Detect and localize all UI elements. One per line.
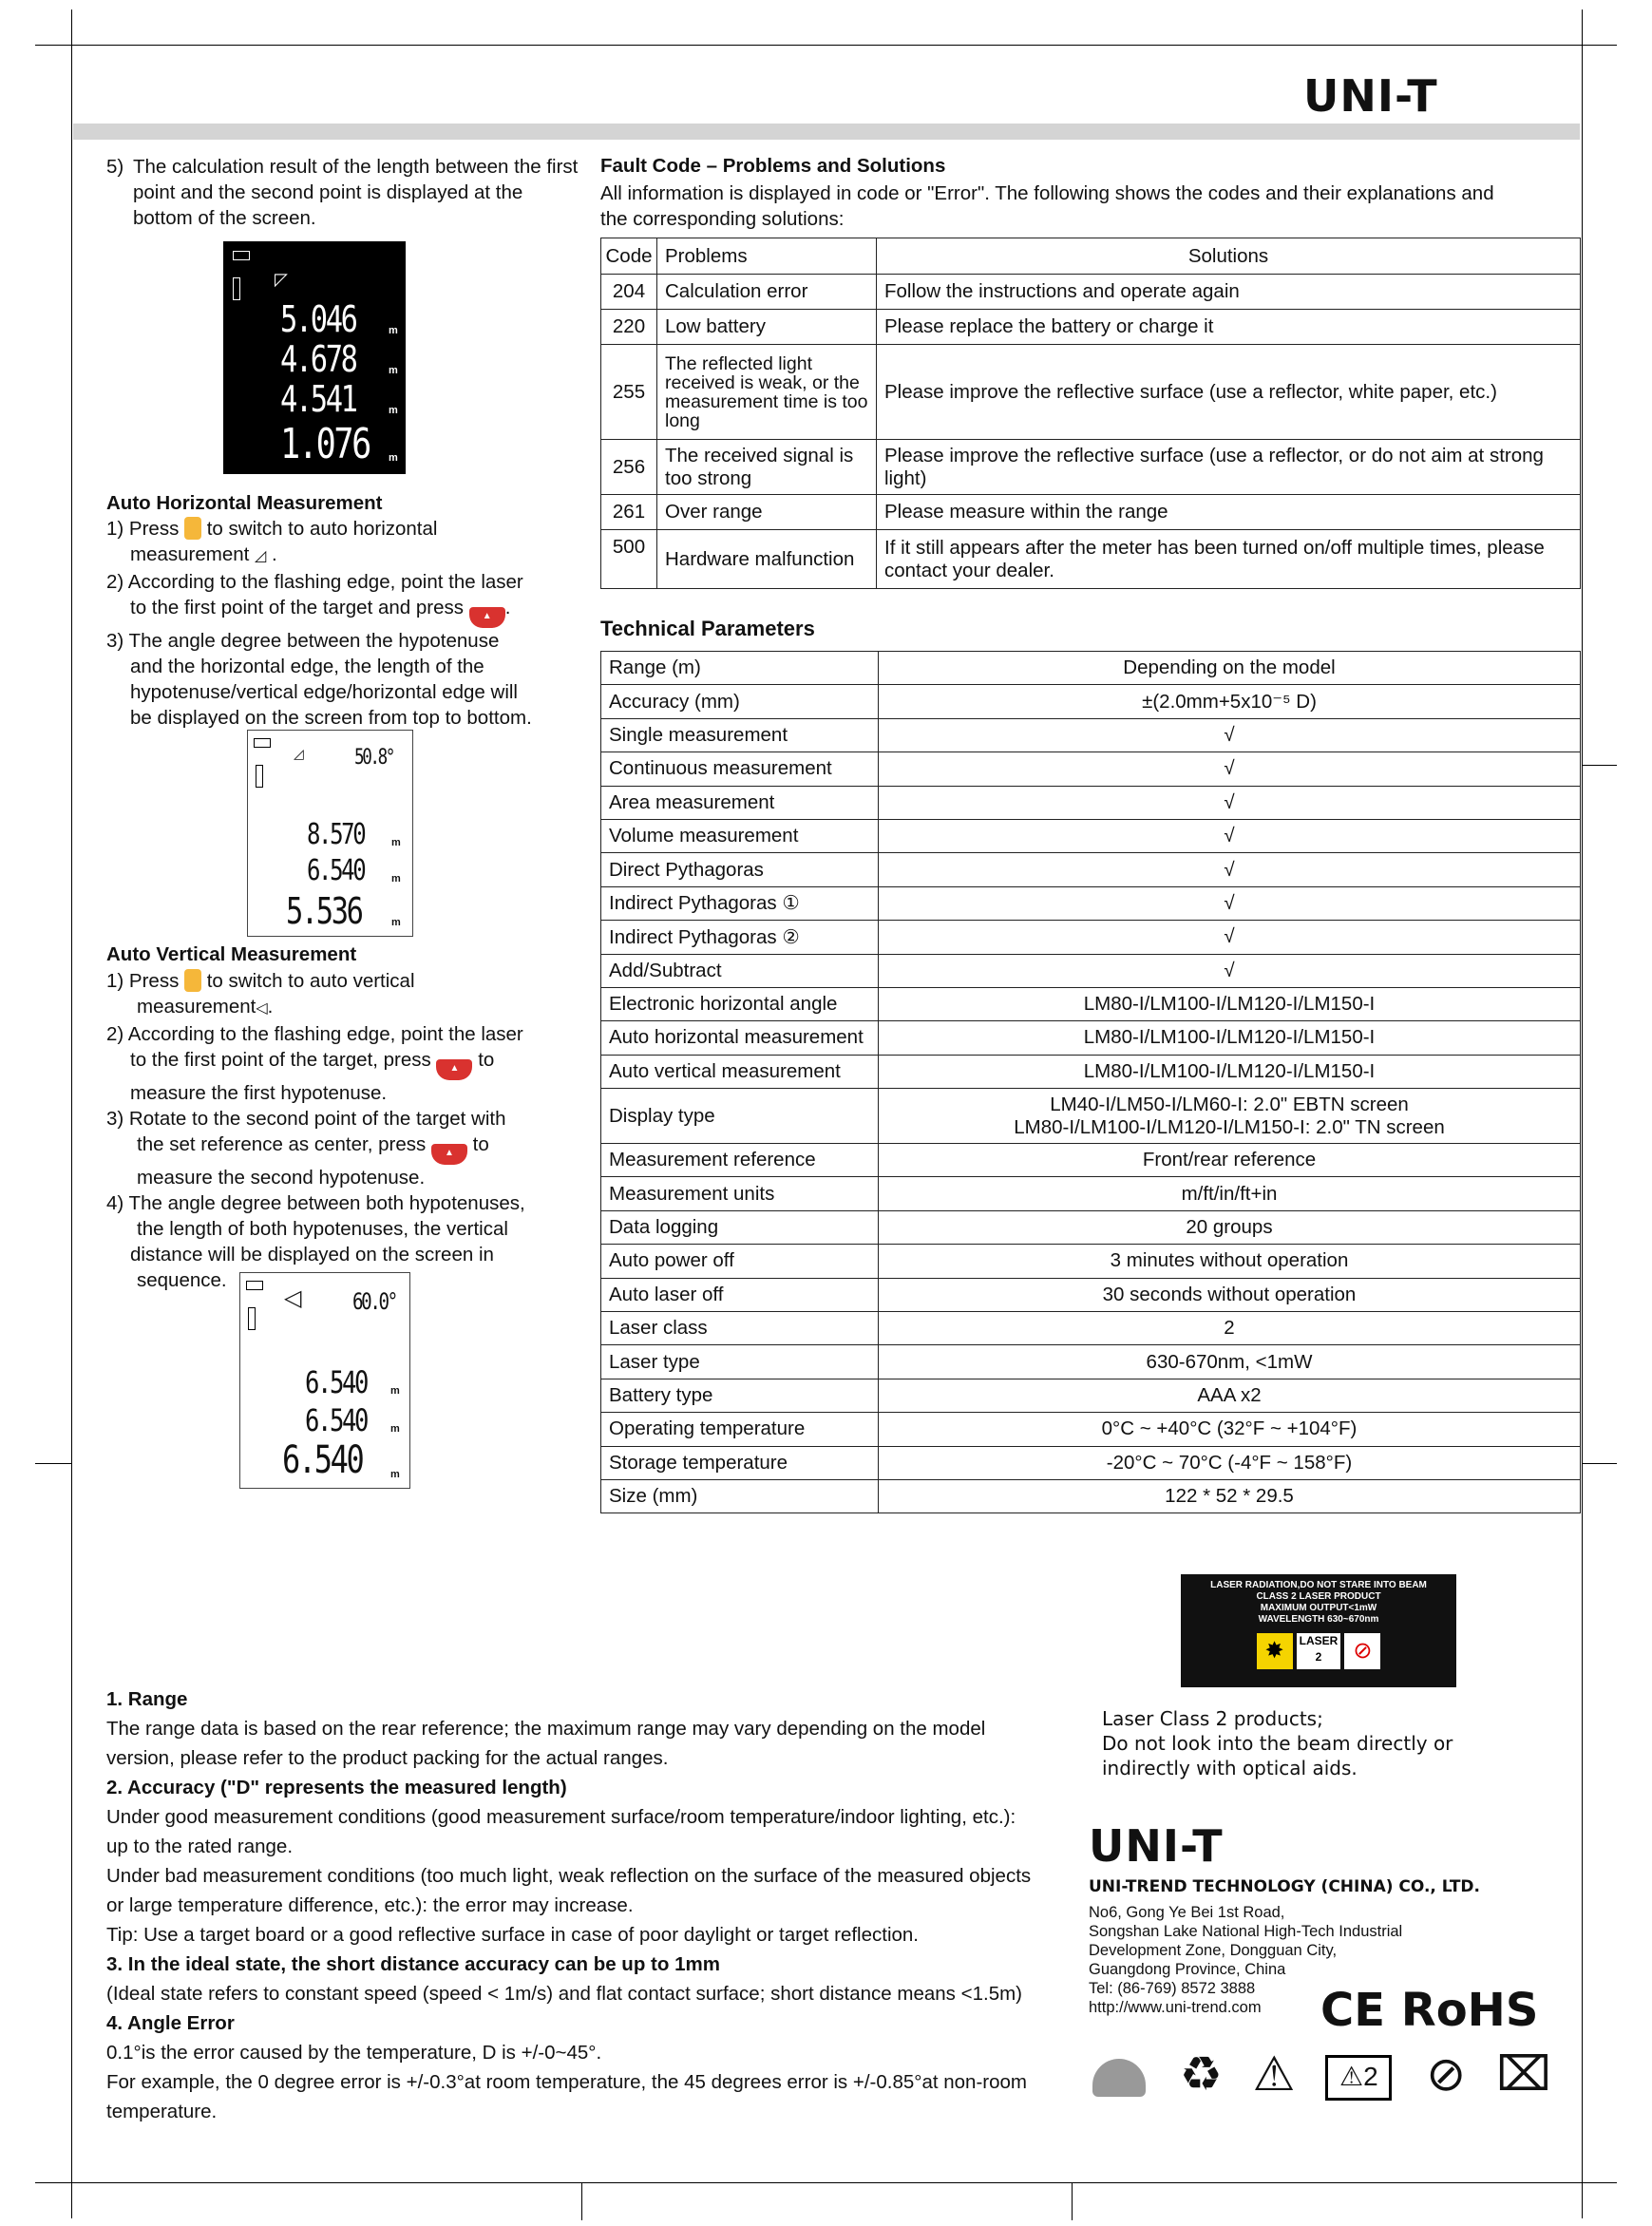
param-value: AAA x2 <box>879 1379 1581 1412</box>
table-row <box>601 1055 1581 1088</box>
lcd-screen-2 <box>247 730 413 937</box>
table-row: 500 Hardware malfunction If it still appears after the meter has been turned on/off multiple times, please contact your dealer. <box>601 530 1581 589</box>
lcd1-row4: 1.076 <box>280 420 370 468</box>
table-row: 255 The reflected light received is weak, or the measurement time is too long Please improve the reflective surface (use a reflector, white paper, etc.) <box>601 345 1581 440</box>
lcd-screen-3 <box>239 1272 410 1489</box>
lcd-screen-1 <box>223 241 406 474</box>
param-value: 630-670nm, <1mW <box>879 1345 1581 1379</box>
battery-icon <box>233 251 250 260</box>
lcd2-row1: 8.570 <box>307 818 365 851</box>
param-name: Add/Subtract <box>601 954 879 987</box>
unit-label: m <box>391 837 401 848</box>
note-heading: 3. In the ideal state, the short distance accuracy can be up to 1mm <box>106 1953 720 1975</box>
param-name: Measurement units <box>601 1177 879 1210</box>
lcd3-row2: 6.540 <box>305 1402 368 1438</box>
avm-title: Auto Vertical Measurement <box>106 943 357 965</box>
lcd1-row2: 4.678 <box>280 338 356 380</box>
param-value: LM40-I/LM50-I/LM60-I: 2.0" EBTN screen LM80-I/LM100-I/LM120-I/LM150-I: 2.0" TN screen <box>879 1089 1581 1144</box>
param-name: Data logging <box>601 1210 879 1244</box>
param-name: Range (m) <box>601 652 879 685</box>
laser-button-icon: ▲ <box>436 1059 472 1080</box>
param-name: Size (mm) <box>601 1479 879 1513</box>
unit-label: m <box>391 873 401 885</box>
device-icon <box>233 277 240 300</box>
table-row <box>601 786 1581 819</box>
company-logo: UNI-T <box>1089 1820 1224 1872</box>
laser-warning-label: LASER RADIATION,DO NOT STARE INTO BEAM CLASS 2 LASER PRODUCT MAXIMUM OUTPUT<1mW WAVELENGTH 630~670nm ✸ LASER 2 ⊘ <box>1181 1574 1456 1687</box>
unit-label: m <box>389 405 398 416</box>
angle-icon: ◁ <box>256 1000 268 1017</box>
param-value: 20 groups <box>879 1210 1581 1244</box>
company-name: UNI-TREND TECHNOLOGY (CHINA) CO., LTD. <box>1089 1877 1480 1896</box>
table-row <box>601 819 1581 852</box>
weee-bin-icon: ⌧ <box>1496 2047 1551 2101</box>
param-name: Storage temperature <box>601 1446 879 1479</box>
avm-steps: 1) Press to switch to auto vertical measurement◁. 2) According to the flashing edge, point the laser to the first point of the target, press ▲ to measure the first hypotenuse. 3) Rotate to the second point of the target with the set reference as center, press ▲ to measure the second hypotenuse. 4) The angle degree between both hypotenuses, the length of both hypotenuses, the vertical distance will be displayed on the screen in sequence. <box>106 970 525 1291</box>
battery-icon <box>254 738 271 748</box>
param-value: Front/rear reference <box>879 1144 1581 1177</box>
param-name: Measurement reference <box>601 1144 879 1177</box>
param-value: √ <box>879 853 1581 886</box>
crop-mark <box>1072 2182 1073 2220</box>
unit-label: m <box>390 1469 400 1480</box>
angle-icon: ◿ <box>255 548 267 564</box>
table-row <box>601 1379 1581 1412</box>
device-icon <box>248 1307 256 1330</box>
param-name: Auto power off <box>601 1245 879 1278</box>
crop-mark <box>35 2182 1617 2183</box>
param-name: Laser class <box>601 1312 879 1345</box>
unit-label: m <box>390 1385 400 1397</box>
laser-button-icon: ▲ <box>469 607 505 628</box>
ce-rohs-mark: CE RoHS <box>1320 1984 1539 2037</box>
unit-label: m <box>389 325 398 336</box>
tech-table <box>600 651 1581 1513</box>
param-value: √ <box>879 786 1581 819</box>
param-value: LM80-I/LM100-I/LM120-I/LM150-I <box>879 1021 1581 1055</box>
param-name: Volume measurement <box>601 819 879 852</box>
param-name: Direct Pythagoras <box>601 853 879 886</box>
brand-logo: UNI-T <box>1303 70 1438 122</box>
header-code: Code <box>601 238 657 275</box>
triangle-icon: ◸ <box>275 270 288 289</box>
lcd1-row3: 4.541 <box>280 378 356 420</box>
param-value: 0°C ~ +40°C (32°F ~ +104°F) <box>879 1413 1581 1446</box>
table-row <box>601 886 1581 920</box>
note-heading: 2. Accuracy ("D" represents the measured length) <box>106 1777 567 1798</box>
param-value: 3 minutes without operation <box>879 1245 1581 1278</box>
table-row: 220 Low battery Please replace the battery or charge it <box>601 310 1581 345</box>
no-stare-icon: ⊘ <box>1344 1633 1380 1669</box>
param-name: Accuracy (mm) <box>601 685 879 718</box>
table-row <box>601 853 1581 886</box>
warning-icon: ⚠ <box>1252 2047 1296 2101</box>
header-band <box>73 124 1580 140</box>
table-row <box>601 1021 1581 1055</box>
param-name: Auto vertical measurement <box>601 1055 879 1088</box>
param-name: Electronic horizontal angle <box>601 987 879 1020</box>
laser-button-icon: ▲ <box>431 1144 467 1165</box>
recycle-icon: ♻ <box>1179 2047 1223 2101</box>
lcd3-angle: 60.0° <box>352 1288 396 1315</box>
param-value: √ <box>879 752 1581 786</box>
param-value: -20°C ~ 70°C (-4°F ~ 158°F) <box>879 1446 1581 1479</box>
param-value: 2 <box>879 1312 1581 1345</box>
param-value: Depending on the model <box>879 652 1581 685</box>
angle-icon: ◿ <box>294 746 304 761</box>
crop-mark <box>1582 1463 1617 1464</box>
battery-icon <box>246 1281 263 1290</box>
fault-intro: All information is displayed in code or "Error". The following shows the codes and their explanations and the corresponding solutions: <box>600 182 1494 230</box>
param-value: 122 * 52 * 29.5 <box>879 1479 1581 1513</box>
param-name: Operating temperature <box>601 1413 879 1446</box>
table-row <box>601 652 1581 685</box>
note-heading: 1. Range <box>106 1688 188 1710</box>
unit-label: m <box>390 1423 400 1435</box>
fault-title: Fault Code – Problems and Solutions <box>600 155 946 177</box>
step-5: 5) The calculation result of the length between the first point and the second point is displayed at the bottom of the screen. <box>106 156 579 229</box>
table-row <box>601 1278 1581 1311</box>
table-row <box>601 921 1581 954</box>
unit-label: m <box>389 452 398 464</box>
table-row <box>601 1144 1581 1177</box>
laser-class-2-icon: ⚠2 <box>1325 2055 1392 2101</box>
ahm-steps: 1) Press to switch to auto horizontal measurement ◿ . 2) According to the flashing edge, point the laser to the first point of the target and press ▲ . 3) The angle degree between the hypotenuse and the horizontal edge, the length of the hypotenuse/vertical edge/horizontal edge will be displayed on the screen from top to bottom. <box>106 518 532 729</box>
table-row <box>601 1446 1581 1479</box>
param-value: √ <box>879 819 1581 852</box>
param-name: Indirect Pythagoras ② <box>601 921 879 954</box>
param-name: Laser type <box>601 1345 879 1379</box>
device-icon <box>256 765 263 788</box>
crop-mark <box>581 2182 582 2220</box>
param-value: √ <box>879 718 1581 752</box>
table-row <box>601 987 1581 1020</box>
table-row <box>601 685 1581 718</box>
tech-title: Technical Parameters <box>600 617 815 640</box>
crop-mark <box>35 1463 71 1464</box>
unit-label: m <box>389 365 398 376</box>
param-name: Auto laser off <box>601 1278 879 1311</box>
laser-class-badge: LASER 2 <box>1297 1633 1340 1669</box>
table-row <box>601 1089 1581 1144</box>
fault-header-row <box>601 238 1581 275</box>
table-row <box>601 1479 1581 1513</box>
notes: 1. Range The range data is based on the rear reference; the maximum range may vary depending on the model version, please refer to the product packing for the actual ranges. 2. Accuracy ("D" represents the measured length) Under good measurement conditions (good measurement surface/room temperature/indoor lighting, etc.): up to the rated range. Under bad measurement conditions (too much light, weak reflection on the surface of the measured objects or large temperature difference, etc.): the error may increase. Tip: Use a target board or a good reflective surface in case of poor daylight or target reflection. 3. In the ideal state, the short distance accuracy can be up to 1mm (Ideal state refers to constant speed (speed < 1m/s) and flat contact surface; short distance means <1.5m) 4. Angle Error 0.1°is the error caused by the temperature, D is +/-0~45°. For example, the 0 degree error is +/-0.3°at room temperature, the 45 degrees error is +/-0.85°at non-room temperature. <box>106 1684 1066 2126</box>
param-name: Continuous measurement <box>601 752 879 786</box>
header-solutions: Solutions <box>877 238 1581 275</box>
fault-table <box>600 238 1581 589</box>
table-row <box>601 1312 1581 1345</box>
param-name: Battery type <box>601 1379 879 1412</box>
param-value: √ <box>879 886 1581 920</box>
symbol-row <box>1092 2047 1551 2101</box>
table-row <box>601 1413 1581 1446</box>
table-row: 256 The received signal is too strong Please improve the reflective surface (use a reflector, or do not aim at strong light) <box>601 440 1581 495</box>
measure-button-icon <box>184 969 201 992</box>
param-name: Indirect Pythagoras ① <box>601 886 879 920</box>
param-value: √ <box>879 921 1581 954</box>
laser-note: Laser Class 2 products; Do not look into the beam directly or indirectly with optical aids. <box>1102 1707 1453 1779</box>
lcd2-row3: 5.536 <box>286 890 362 932</box>
laser-hazard-icon: ✸ <box>1257 1633 1293 1669</box>
table-row <box>601 1210 1581 1244</box>
table-row <box>601 954 1581 987</box>
company-address: No6, Gong Ye Bei 1st Road, Songshan Lake National High-Tech Industrial Development Zone, Dongguan City, Guangdong Province, China Tel: (86-769) 8572 3888 http://www.uni-trend.com <box>1089 1904 1403 2016</box>
no-laser-icon: ⊘ <box>1426 2047 1467 2101</box>
param-value: √ <box>879 954 1581 987</box>
param-value: LM80-I/LM100-I/LM120-I/LM150-I <box>879 1055 1581 1088</box>
crop-mark <box>35 45 1617 46</box>
crop-mark <box>1582 765 1617 766</box>
table-row <box>601 1245 1581 1278</box>
ahm-title: Auto Horizontal Measurement <box>106 492 383 514</box>
lcd2-angle: 50.8° <box>354 746 393 770</box>
unit-label: m <box>391 917 401 928</box>
table-row <box>601 752 1581 786</box>
param-name: Single measurement <box>601 718 879 752</box>
angle-icon: ◁ <box>284 1285 302 1311</box>
crop-mark <box>1582 10 1583 2218</box>
param-value: LM80-I/LM100-I/LM120-I/LM150-I <box>879 987 1581 1020</box>
lcd1-row1: 5.046 <box>280 298 356 340</box>
lcd3-row3: 6.540 <box>282 1438 363 1482</box>
lcd3-row1: 6.540 <box>305 1364 368 1400</box>
table-row <box>601 1345 1581 1379</box>
header-problems: Problems <box>657 238 877 275</box>
param-name: Auto horizontal measurement <box>601 1021 879 1055</box>
crop-mark <box>71 10 72 2218</box>
seal-icon <box>1092 2059 1146 2097</box>
note-heading: 4. Angle Error <box>106 2012 235 2034</box>
param-name: Area measurement <box>601 786 879 819</box>
table-row <box>601 718 1581 752</box>
table-row: 261 Over range Please measure within the range <box>601 495 1581 530</box>
table-row <box>601 1177 1581 1210</box>
param-value: m/ft/in/ft+in <box>879 1177 1581 1210</box>
param-value: ±(2.0mm+5x10⁻⁵ D) <box>879 685 1581 718</box>
param-value: 30 seconds without operation <box>879 1278 1581 1311</box>
measure-button-icon <box>184 517 201 540</box>
table-row: 204 Calculation error Follow the instructions and operate again <box>601 275 1581 310</box>
lcd2-row2: 6.540 <box>307 854 365 887</box>
param-name: Display type <box>601 1089 879 1144</box>
